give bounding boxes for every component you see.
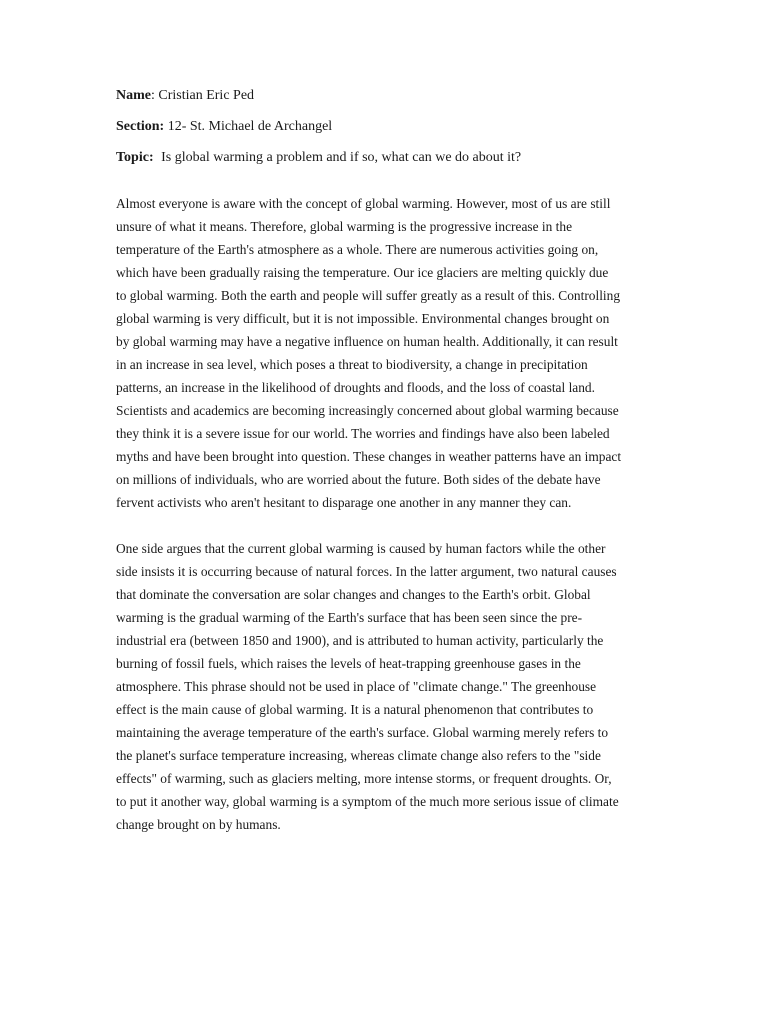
section-label: Section: xyxy=(116,119,165,134)
paragraph-line: Almost everyone is aware with the concept of global warming. However, most of us are still xyxy=(116,196,611,211)
paragraph-line: in an increase in sea level, which poses a threat to biodiversity, a change in precipitation xyxy=(116,357,588,372)
paragraph-line: to put it another way, global warming is a symptom of the much more serious issue of climate xyxy=(116,794,619,809)
paragraph-line: to global warming. Both the earth and people will suffer greatly as a result of this. Controlling xyxy=(116,288,621,303)
paragraph-line: by global warming may have a negative influence on human health. Additionally, it can result xyxy=(116,334,618,349)
paragraph-line: that dominate the conversation are solar changes and changes to the Earth's orbit. Global xyxy=(116,587,591,602)
paragraph-line: patterns, an increase in the likelihood of droughts and floods, and the loss of coastal land. xyxy=(116,380,595,395)
paragraph-line: myths and have been brought into question. These changes in weather patterns have an impact xyxy=(116,449,622,464)
paragraph-line: change brought on by humans. xyxy=(116,817,281,832)
paragraph-line: One side argues that the current global warming is caused by human factors while the other xyxy=(116,541,606,556)
section-value: 12- St. Michael de Archangel xyxy=(164,119,333,134)
paragraph-line: they think it is a severe issue for our world. The worries and findings have also been labeled xyxy=(116,426,610,441)
name-separator: : xyxy=(151,88,159,103)
paragraph-line: burning of fossil fuels, which raises the levels of heat-trapping greenhouse gases in the xyxy=(116,656,581,671)
paragraph-line: industrial era (between 1850 and 1900), and is attributed to human activity, particularly the xyxy=(116,633,604,648)
topic-value: Is global warming a problem and if so, what can we do about it? xyxy=(157,150,522,165)
paragraph-line: the planet's surface temperature increasing, whereas climate change also refers to the "side xyxy=(116,748,601,763)
body-paragraph-1 xyxy=(116,192,656,514)
paragraph-line: effect is the main cause of global warming. It is a natural phenomenon that contributes to xyxy=(116,702,594,717)
paragraph-line: side insists it is occurring because of natural forces. In the latter argument, two natural causes xyxy=(116,564,617,579)
paragraph-line: global warming is very difficult, but it is not impossible. Environmental changes brought on xyxy=(116,311,610,326)
topic-label: Topic: xyxy=(116,150,154,165)
paragraph-line: which have been gradually raising the temperature. Our ice glaciers are melting quickly due xyxy=(116,265,609,280)
paragraph-line: effects" of warming, such as glaciers melting, more intense storms, or frequent droughts. Or, xyxy=(116,771,612,786)
document-page xyxy=(116,86,656,836)
name-label: Name xyxy=(116,88,151,103)
body-paragraph-2 xyxy=(116,537,656,836)
paragraph-line: unsure of what it means. Therefore, global warming is the progressive increase in the xyxy=(116,219,573,234)
paragraph-line: maintaining the average temperature of the earth's surface. Global warming merely refers to xyxy=(116,725,609,740)
name-line xyxy=(116,86,656,106)
name-value: Cristian Eric Ped xyxy=(158,88,255,103)
section-line xyxy=(116,117,656,137)
topic-line xyxy=(116,148,656,168)
paragraph-line: warming is the gradual warming of the Earth's surface that has been seen since the pre- xyxy=(116,610,583,625)
paragraph-line: atmosphere. This phrase should not be used in place of "climate change." The greenhouse xyxy=(116,679,597,694)
paragraph-line: fervent activists who aren't hesitant to disparage one another in any manner they can. xyxy=(116,495,572,510)
paragraph-line: temperature of the Earth's atmosphere as a whole. There are numerous activities going on, xyxy=(116,242,599,257)
paragraph-line: on millions of individuals, who are worried about the future. Both sides of the debate have xyxy=(116,472,601,487)
paragraph-line: Scientists and academics are becoming increasingly concerned about global warming because xyxy=(116,403,619,418)
